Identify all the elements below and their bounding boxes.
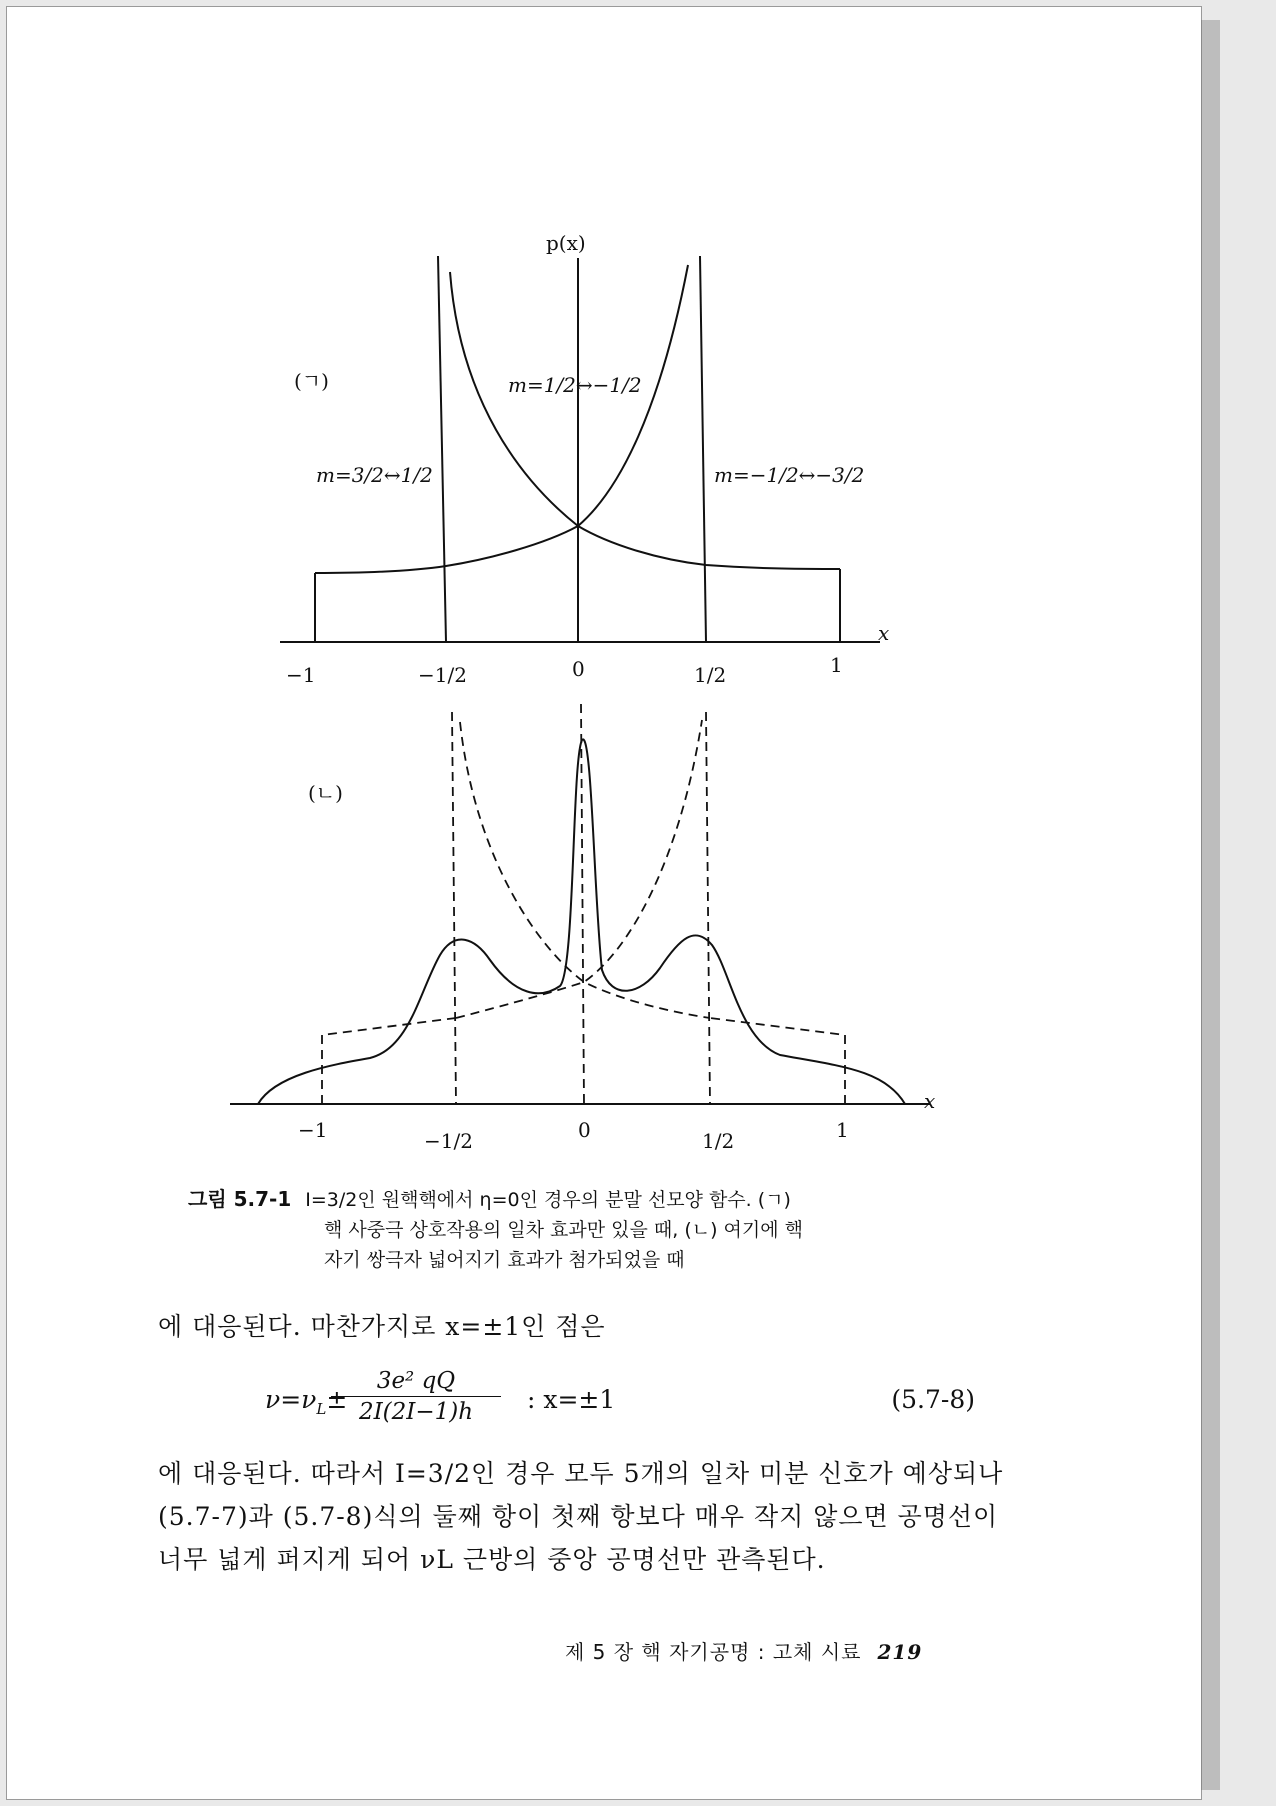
- equation-condition: : x=±1: [527, 1385, 616, 1414]
- panel-a-curve-rising: [315, 265, 688, 573]
- equation-lhs-sub: L: [316, 1400, 327, 1418]
- panel-b-dashed-rising: [456, 720, 702, 1018]
- equation-fraction: [331, 1368, 501, 1425]
- panel-a-singularity-left: [438, 256, 446, 642]
- panel-b-dashed-box-left: [322, 1018, 456, 1104]
- panel-a-tick-half: 1/2: [694, 663, 727, 687]
- panel-a-annotation-left: m=3/2↔1/2: [316, 463, 433, 487]
- panel-b-dashed-center: [581, 704, 584, 1104]
- panel-b: [230, 704, 930, 1104]
- figure-caption: [188, 1184, 1008, 1275]
- equation-numerator: 3e² qQ: [331, 1368, 501, 1397]
- panel-a-annotation-right: m=−1/2↔−3/2: [714, 463, 865, 487]
- panel-a-tick-1: 1: [830, 653, 843, 677]
- page-number: 219: [877, 1640, 923, 1664]
- caption-line-1: I=3/2인 원핵핵에서 η=0인 경우의 분말 선모양 함수. (ㄱ): [305, 1189, 791, 1211]
- equation-pm: ±: [326, 1385, 348, 1414]
- text-before-equation: 에 대응된다. 마찬가지로 x=±1인 점은: [158, 1312, 606, 1341]
- panel-b-tick-0: 0: [578, 1118, 591, 1142]
- panel-a-annotation-center: m=1/2↔−1/2: [508, 373, 642, 397]
- panel-b-tick-neg1: −1: [298, 1118, 328, 1142]
- caption-line-3: 자기 쌍극자 넓어지기 효과가 첨가되었을 때: [324, 1249, 685, 1271]
- panel-b-label: (ㄴ): [308, 781, 343, 805]
- equation-5-7-8: [265, 1368, 1005, 1438]
- panel-a-tick-0: 0: [572, 657, 585, 681]
- equation-number: (5.7-8): [891, 1385, 975, 1414]
- panel-b-dashed-left: [452, 712, 456, 1104]
- body-paragraph: 에 대응된다. 따라서 I=3/2인 경우 모두 5개의 일차 미분 신호가 예상되나 (5.7-7)과 (5.7-8)식의 둘째 항이 첫째 항보다 매우 작지 않으면 공명선이 너무 넓게 퍼지게 되어 νL 근방의 중앙 공명선만 관측된다.: [158, 1459, 1004, 1574]
- caption-line-2: 핵 사중극 상호작용의 일차 효과만 있을 때, (ㄴ) 여기에 핵: [324, 1219, 804, 1241]
- panel-a-singularity-right: [700, 256, 706, 642]
- equation-denominator: 2I(2I−1)h: [358, 1399, 474, 1425]
- panel-a: [280, 256, 880, 642]
- page-footer: [565, 1636, 922, 1665]
- panel-a-y-label: p(x): [546, 231, 586, 255]
- panel-a-x-label: x: [878, 621, 890, 645]
- panel-b-dashed-falling: [460, 722, 710, 1018]
- caption-label: 그림 5.7-1: [188, 1187, 292, 1211]
- panel-b-tick-1: 1: [836, 1118, 849, 1142]
- panel-b-dashed-right: [706, 712, 710, 1104]
- panel-a-label: (ㄱ): [294, 369, 329, 393]
- panel-b-tick-neghalf: −1/2: [424, 1129, 473, 1153]
- panel-b-x-label: x: [924, 1089, 936, 1113]
- equation-lhs-text: ν=ν: [265, 1385, 317, 1414]
- panel-a-tick-neg1: −1: [286, 663, 316, 687]
- panel-b-tick-half: 1/2: [702, 1129, 735, 1153]
- footer-chapter: 제 5 장 핵 자기공명 : 고체 시료: [565, 1640, 862, 1664]
- panel-a-tick-neghalf: −1/2: [418, 663, 467, 687]
- panel-b-dashed-box-right: [710, 1018, 845, 1104]
